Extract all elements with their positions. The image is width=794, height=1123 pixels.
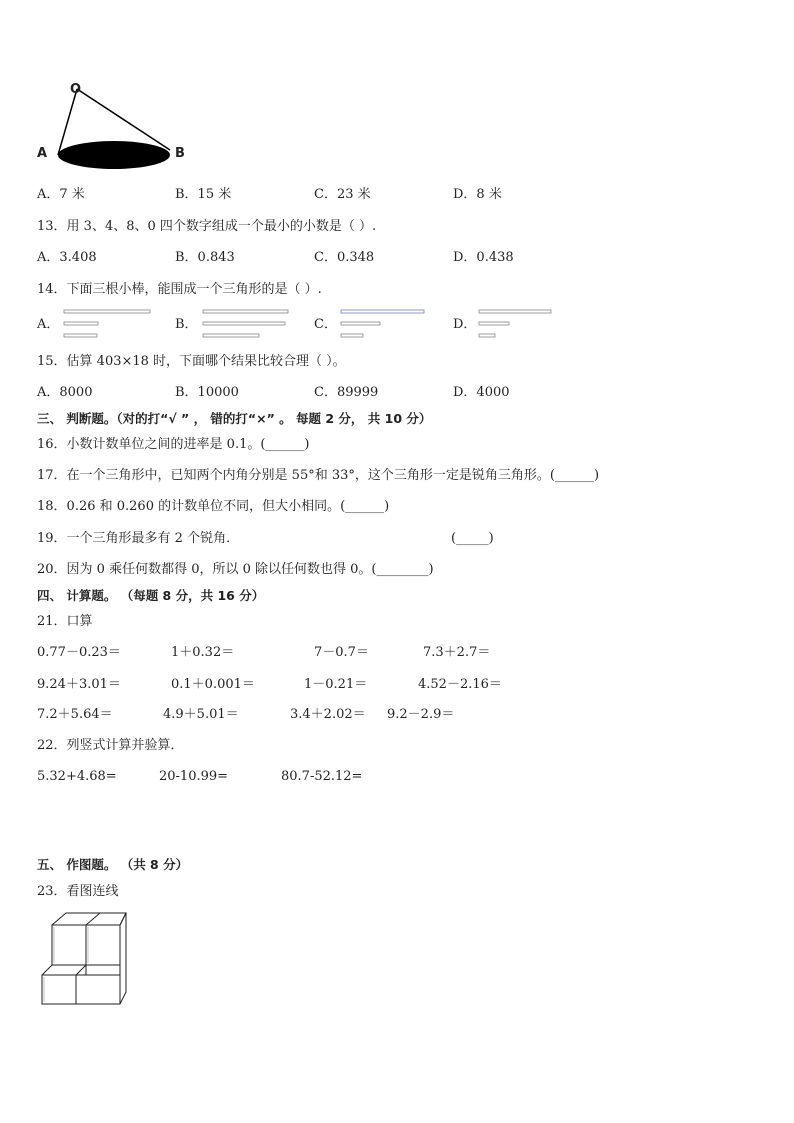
q13-option-a: A．3.408 <box>37 250 97 265</box>
q15-option-d: D．4000 <box>453 385 510 400</box>
q14-sticks-c <box>341 309 431 341</box>
cone-figure <box>30 78 200 178</box>
q19-blank: (_____) <box>451 531 494 546</box>
q15-option-a: A．8000 <box>37 385 93 400</box>
q21-item: 9.24＋3.01＝ <box>37 677 121 692</box>
q14-sticks-a <box>64 309 154 341</box>
q16-text: 16．小数计数单位之间的进率是 0.1。(______) <box>37 437 310 452</box>
q21-item: 1－0.21＝ <box>304 677 368 692</box>
section-3-heading: 三、 判断题。（对的打“√ ” ， 错的打“×” 。 每题 2 分， 共 10 分） <box>37 411 432 426</box>
section-5-heading: 五、 作图题。 （共 8 分） <box>37 857 189 872</box>
q17-text: 17．在一个三角形中，已知两个内角分别是 55°和 33°，这个三角形一定是锐角三角形。(______) <box>37 468 600 483</box>
q21-title: 21．口算 <box>37 614 93 629</box>
q13-option-c: C．0.348 <box>314 250 375 265</box>
q21-item: 4.9＋5.01＝ <box>163 707 239 722</box>
q21-item: 1＋0.32＝ <box>171 645 235 660</box>
q21-item: 7.3＋2.7＝ <box>423 645 491 660</box>
q21-item: 9.2－2.9＝ <box>387 707 455 722</box>
q14-sticks-b <box>203 309 293 341</box>
cone-label-o: O <box>70 82 82 97</box>
q22-item: 20-10.99= <box>159 769 229 784</box>
q12-option-c: C．23 米 <box>314 187 371 202</box>
q15-stem: 15．估算 403×18 时，下面哪个结果比较合理（ ）。 <box>37 354 346 369</box>
q21-item: 7－0.7＝ <box>314 645 369 660</box>
cone-label-b: B <box>175 146 185 161</box>
q21-item: 0.77－0.23＝ <box>37 645 121 660</box>
q13-stem: 13．用 3、4、8、0 四个数字组成一个最小的小数是（ ）. <box>37 219 377 234</box>
q21-item: 3.4＋2.02＝ <box>290 707 366 722</box>
q14-option-c: C． <box>314 317 337 332</box>
q14-option-a: A． <box>37 317 60 332</box>
q15-option-b: B．10000 <box>175 385 239 400</box>
q12-option-b: B．15 米 <box>175 187 232 202</box>
q19-text: 19．一个三角形最多有 2 个锐角． <box>37 531 240 546</box>
q23-title: 23．看图连线 <box>37 884 119 899</box>
q21-item: 4.52－2.16＝ <box>418 677 502 692</box>
q14-option-b: B． <box>175 317 198 332</box>
section-4-heading: 四、 计算题。 （每题 8 分，共 16 分） <box>37 588 265 603</box>
q15-option-c: C．89999 <box>314 385 379 400</box>
q22-title: 22．列竖式计算并验算． <box>37 738 184 753</box>
q13-option-d: D．0.438 <box>453 250 514 265</box>
q18-text: 18．0.26 和 0.260 的计数单位不同，但大小相同。(______) <box>37 499 390 514</box>
q14-sticks-d <box>479 309 559 341</box>
q12-option-a: A．7 米 <box>37 187 85 202</box>
q21-item: 7.2＋5.64＝ <box>37 707 113 722</box>
q14-option-d: D． <box>453 317 477 332</box>
cube-stack-figure <box>38 910 130 1010</box>
q14-stem: 14．下面三根小棒，能围成一个三角形的是（ ）. <box>37 282 322 297</box>
q21-item: 0.1＋0.001＝ <box>171 677 255 692</box>
q22-item: 5.32+4.68= <box>37 769 117 784</box>
q20-text: 20．因为 0 乘任何数都得 0，所以 0 除以任何数也得 0。(________) <box>37 562 434 577</box>
q22-item: 80.7-52.12= <box>281 769 363 784</box>
q12-option-d: D．8 米 <box>453 187 502 202</box>
q13-option-b: B．0.843 <box>175 250 235 265</box>
cone-label-a: A <box>37 146 48 161</box>
